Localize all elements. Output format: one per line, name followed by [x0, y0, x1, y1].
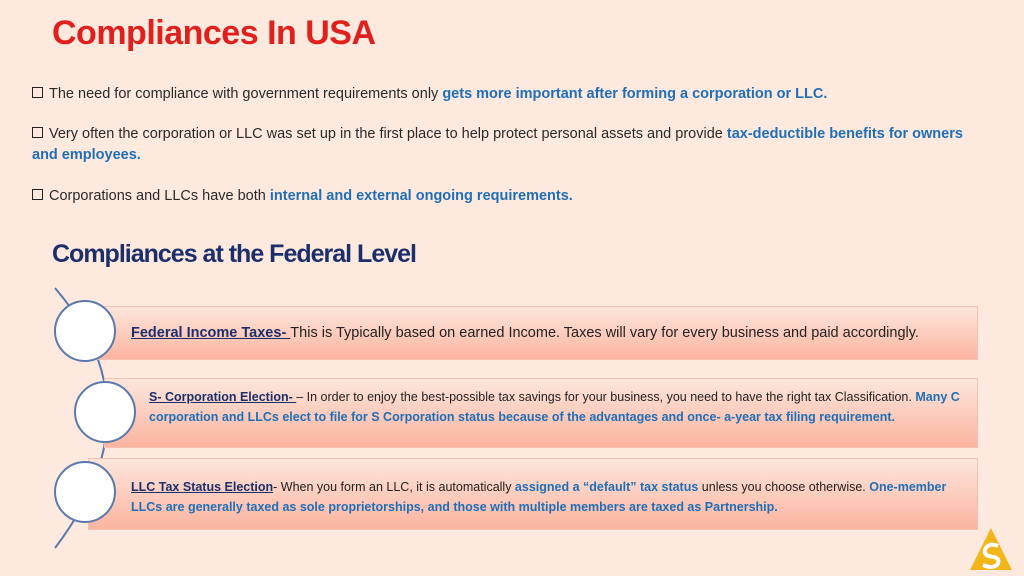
card-highlight: assigned a “default” tax status	[514, 480, 699, 494]
s-logo-icon	[968, 526, 1014, 572]
federal-card-income-tax	[88, 306, 978, 360]
card-heading[interactable]: Federal Income Taxes-	[131, 325, 291, 341]
card-heading[interactable]: LLC Tax Status Election	[131, 480, 274, 494]
timeline-circle	[74, 381, 136, 443]
bullet-highlight: internal and external ongoing requirements.	[269, 188, 573, 204]
card-text: unless you choose otherwise.	[698, 480, 870, 494]
card-highlight: Many C corporation and LLCs elect to file for S Corporation status because of the advantages and once- a-year tax filing requirement.	[149, 390, 960, 424]
checkbox-bullet-icon	[32, 127, 43, 138]
card-text: - When you form an LLC, it is automatically	[273, 480, 515, 494]
timeline-circle	[54, 461, 116, 523]
federal-card-llc	[88, 458, 978, 530]
federal-card-s-corp	[104, 378, 978, 448]
section-heading: Compliances at the Federal Level	[52, 240, 416, 268]
card-highlight: One-member LLCs are generally taxed as sole proprietorships, and those with multiple members are taxed as Partnership.	[131, 480, 947, 514]
bullet-text: The need for compliance with government requirements only	[49, 86, 443, 102]
bullet-highlight: tax-deductible benefits for owners and employees.	[32, 126, 963, 163]
bullet-item	[32, 186, 992, 207]
checkbox-bullet-icon	[32, 87, 43, 98]
timeline-circle	[54, 300, 116, 362]
card-text: – In order to enjoy the best-possible tax savings for your business, you need to have the right tax Classification.	[296, 390, 916, 404]
card-heading[interactable]: S- Corporation Election-	[149, 390, 297, 404]
bullet-text: Very often the corporation or LLC was set up in the first place to help protect personal assets and provide	[49, 126, 727, 142]
bullet-highlight: gets more important after forming a corporation or LLC.	[442, 86, 828, 102]
page-title: Compliances In USA	[52, 14, 376, 52]
bullet-text: Corporations and LLCs have both	[49, 188, 270, 204]
bullet-item	[32, 84, 992, 105]
checkbox-bullet-icon	[32, 189, 43, 200]
card-text: This is Typically based on earned Income. Taxes will vary for every business and paid accordingly.	[290, 325, 919, 341]
bullet-item	[32, 124, 982, 166]
